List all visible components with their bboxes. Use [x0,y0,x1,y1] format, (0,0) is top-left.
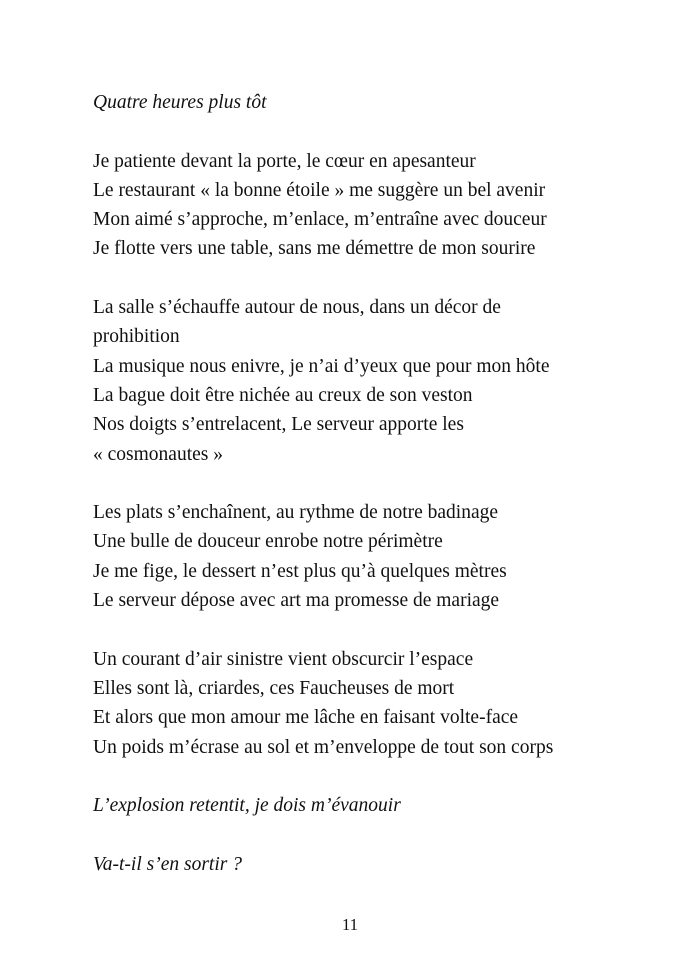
poem-line: Un courant d’air sinistre vient obscurcir l’espace [93,648,474,670]
poem-line: Le restaurant « la bonne étoile » me suggère un bel avenir [93,179,546,201]
stanza-gap [93,117,673,146]
poem-line: « cosmonautes » [93,443,223,465]
poem-line: La bague doit être nichée au creux de son veston [93,384,473,406]
poem-line: Les plats s’enchaînent, au rythme de notre badinage [93,502,499,524]
closing-line: L’explosion retentit, je dois m’évanouir [93,795,401,817]
poem-line: Et alors que mon amour me lâche en faisant volte-face [93,707,519,729]
stanza-gap [93,615,673,644]
poem-line: Je patiente devant la porte, le cœur en apesanteur [93,150,476,172]
poem-line: Nos doigts s’entrelacent, Le serveur apporte les [93,414,464,436]
poem-line: Je me fige, le dessert n’est plus qu’à quelques mètres [93,560,507,582]
stanza-2 [93,293,673,469]
stanza-gap [93,264,673,293]
poem-line: Elles sont là, criardes, ces Faucheuses de mort [93,677,455,699]
stanza-4 [93,645,673,762]
closing-question: Va-t-il s’en sortir ? [93,853,242,875]
stanza-gap [93,820,673,849]
poem-line: prohibition [93,326,180,348]
poem-line: Un poids m’écrase au sol et m’enveloppe de tout son corps [93,736,554,758]
stanza-gap [93,469,673,498]
stanza-gap [93,762,673,791]
stanza-1 [93,147,673,264]
poem-line: Le serveur dépose avec art ma promesse de mariage [93,590,500,612]
page-number: 11 [341,915,359,934]
poem-line: Une bulle de douceur enrobe notre périmètre [93,531,443,553]
poem-line: La musique nous enivre, je n’ai d’yeux que pour mon hôte [93,355,550,377]
poem-line: Je flotte vers une table, sans me démettre de mon sourire [93,238,536,260]
stanza-3 [93,498,673,615]
poem-line: Mon aimé s’approche, m’enlace, m’entraîne avec douceur [93,209,547,231]
poem-page [93,88,673,879]
poem-line: La salle s’échauffe autour de nous, dans un décor de [93,297,501,319]
poem-heading: Quatre heures plus tôt [93,92,267,113]
